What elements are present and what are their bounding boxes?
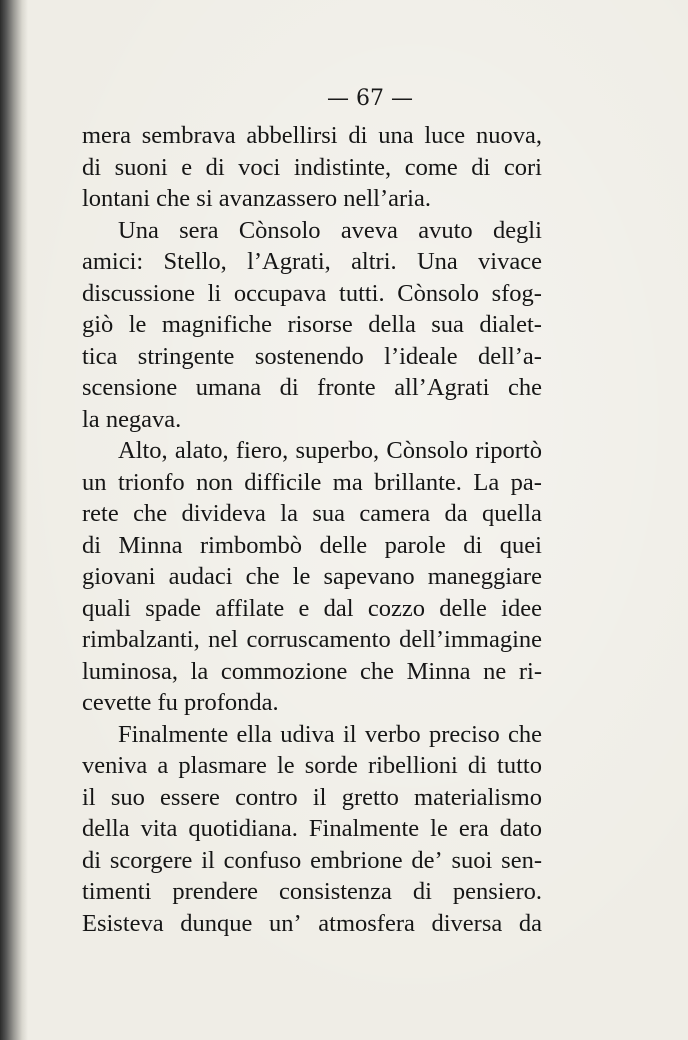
word: il: [201, 846, 215, 874]
word: il: [312, 783, 327, 811]
word: le: [430, 815, 448, 842]
word: come: [404, 153, 458, 181]
word: che: [508, 720, 542, 748]
word: suo: [110, 783, 145, 811]
body-text: [82, 120, 542, 939]
word: tutto: [497, 752, 542, 779]
word: la: [82, 405, 106, 433]
word: sorde: [304, 752, 358, 779]
word: preciso: [428, 720, 500, 748]
word: scorgere: [109, 846, 193, 874]
word: abbellirsi: [246, 122, 338, 149]
word: embrione: [310, 846, 403, 874]
word: la: [190, 657, 209, 685]
word: luce: [424, 122, 466, 149]
word: atmosfera: [318, 909, 415, 937]
word: maneggiare: [427, 563, 542, 590]
word: risorse: [287, 311, 353, 338]
word: il: [342, 720, 357, 748]
text-line: [82, 719, 542, 751]
word: li: [207, 279, 222, 307]
word: difficile: [244, 468, 322, 496]
word: della: [82, 815, 130, 842]
word: dialet-: [479, 311, 542, 338]
word: quella: [482, 500, 542, 527]
word: riportò: [475, 437, 542, 464]
text-line: [82, 278, 542, 310]
text-line: [82, 372, 542, 404]
word: un’: [269, 909, 302, 937]
word: affilate: [215, 594, 285, 622]
word: giovani: [82, 563, 156, 590]
word: delle: [439, 594, 487, 622]
word: sera: [179, 216, 219, 244]
text-line: [82, 561, 542, 593]
word: che: [507, 374, 542, 401]
word: amici:: [82, 248, 144, 275]
word: dell’a-: [478, 342, 542, 370]
word: avuto: [418, 216, 473, 244]
word: all’Agrati: [394, 374, 490, 401]
text-line: [82, 593, 542, 625]
word: Una: [416, 248, 458, 275]
word: luminosa,: [82, 657, 178, 685]
word: pa-: [510, 468, 542, 496]
text-line: [82, 215, 542, 247]
word: Una: [118, 216, 159, 244]
word: altri.: [351, 248, 397, 275]
word: ma: [332, 468, 363, 496]
word: spade: [145, 594, 202, 622]
text-line: [82, 404, 542, 436]
word: di: [471, 153, 491, 181]
word: di: [463, 531, 483, 559]
word: una: [378, 122, 414, 149]
word: brillante.: [374, 468, 462, 496]
word: cozzo: [367, 594, 425, 622]
word: dunque: [180, 909, 253, 937]
word: voci: [238, 153, 281, 181]
word: degli: [492, 216, 542, 244]
word: confuso: [223, 846, 302, 874]
word: Esisteva: [82, 909, 164, 937]
text-line: [82, 530, 542, 562]
word: quei: [499, 531, 542, 559]
text-line: [82, 750, 542, 782]
word: tica: [82, 342, 118, 370]
word: fronte: [317, 374, 376, 401]
word: rete: [82, 500, 119, 527]
word: consistenza: [279, 878, 392, 905]
word: camera: [359, 500, 431, 527]
word: di: [348, 122, 368, 149]
word: di: [82, 531, 102, 559]
word: prendere: [172, 878, 259, 905]
word: fiero,: [235, 437, 289, 464]
word: de’: [411, 846, 443, 874]
word: Cònsolo: [397, 279, 479, 307]
word: occupava: [233, 279, 327, 307]
word: ri-: [518, 657, 542, 685]
word: di: [205, 153, 225, 181]
word: ribellioni: [367, 752, 458, 779]
word: discussione: [82, 279, 195, 307]
word: Cònsolo: [238, 216, 321, 244]
word: di: [82, 153, 102, 181]
word: profonda.: [184, 689, 279, 716]
word: e: [181, 153, 193, 181]
word: commozione: [220, 657, 348, 685]
word: di: [82, 846, 102, 874]
word: nuova,: [475, 122, 542, 149]
word: suoni: [114, 153, 168, 181]
word: sua: [431, 311, 464, 338]
word: le: [276, 752, 295, 779]
word: Minna: [406, 657, 471, 685]
word: audaci: [168, 563, 233, 590]
word: quali: [82, 594, 131, 622]
word: Finalmente: [118, 720, 229, 748]
word: le: [128, 311, 147, 338]
text-line: [82, 246, 542, 278]
word: timenti: [82, 878, 152, 905]
word: che: [359, 657, 394, 685]
word: di: [467, 752, 487, 779]
word: dell’immagine: [399, 626, 542, 653]
word: pensiero.: [452, 878, 542, 905]
word: parole: [384, 531, 446, 559]
word: gretto: [341, 783, 399, 811]
word: Stello,: [163, 248, 227, 275]
word: le: [292, 563, 311, 590]
text-line: [82, 687, 542, 719]
word: Cònsolo: [386, 437, 469, 464]
word: il: [82, 783, 96, 811]
word: era: [458, 815, 489, 842]
word: veniva: [82, 752, 148, 779]
word: trionfo: [117, 468, 185, 496]
word: cori: [503, 153, 542, 181]
word: che: [245, 563, 280, 590]
word: nel: [208, 626, 239, 653]
word: materialismo: [414, 783, 542, 811]
word: rimbalzanti,: [82, 626, 200, 653]
word: quotidiana.: [188, 815, 298, 842]
word: lontani: [82, 185, 157, 212]
word: ne: [483, 657, 507, 685]
word: La: [473, 468, 500, 496]
word: di: [279, 374, 299, 401]
word: sapevano: [323, 563, 415, 590]
page-binding-edge: [0, 0, 28, 1040]
word: non: [196, 468, 233, 496]
word: magnifiche: [161, 311, 273, 338]
word: cevette: [82, 689, 158, 716]
word: verbo: [364, 720, 421, 748]
word: sfog-: [491, 279, 542, 307]
word: corruscamento: [246, 626, 391, 653]
word: fu: [157, 689, 185, 716]
word: tutti.: [339, 279, 385, 307]
text-line: [82, 309, 542, 341]
word: l’Agrati,: [247, 248, 331, 275]
word: udiva: [280, 720, 335, 748]
word: di: [412, 878, 432, 905]
text-line: [82, 120, 542, 152]
word: vita: [140, 815, 178, 842]
word: giò: [82, 311, 114, 338]
word: ella: [236, 720, 272, 748]
word: dal: [323, 594, 354, 622]
word: aveva: [340, 216, 398, 244]
word: vivace: [478, 248, 542, 275]
word: essere: [160, 783, 220, 811]
text-line: [82, 435, 542, 467]
word: indistinte,: [293, 153, 392, 181]
word: si: [196, 185, 219, 212]
word: da: [518, 909, 542, 937]
text-line: [82, 498, 542, 530]
word: a: [157, 752, 169, 779]
word: la: [280, 500, 298, 527]
word: Finalmente: [308, 815, 420, 842]
text-line: [82, 908, 542, 940]
word: da: [444, 500, 468, 527]
word: sua: [312, 500, 346, 527]
word: mera: [82, 122, 131, 149]
text-line: [82, 183, 542, 215]
text-line: [82, 467, 542, 499]
word: delle: [319, 531, 368, 559]
word: negava.: [105, 405, 182, 433]
word: divideva: [181, 500, 266, 527]
word: idee: [501, 594, 542, 622]
text-line: [82, 341, 542, 373]
text-line: [82, 656, 542, 688]
word: superbo,: [295, 437, 380, 464]
word: sostenendo: [254, 342, 364, 370]
word: alato,: [174, 437, 229, 464]
page-number: — 67 —: [327, 86, 413, 111]
text-line: [82, 624, 542, 656]
text-line: [82, 152, 542, 184]
word: della: [368, 311, 416, 338]
word: l’ideale: [384, 342, 458, 370]
text-line: [82, 813, 542, 845]
word: sembrava: [141, 122, 236, 149]
word: scensione: [82, 374, 178, 401]
word: stringente: [137, 342, 235, 370]
text-line: [82, 845, 542, 877]
word: un: [82, 468, 107, 496]
text-line: [82, 876, 542, 908]
word: nell’aria.: [343, 185, 431, 212]
text-line: [82, 782, 542, 814]
word: umana: [195, 374, 262, 401]
word: plasmare: [178, 752, 267, 779]
word: Alto,: [118, 437, 168, 464]
word: contro: [235, 783, 298, 811]
word: che: [133, 500, 168, 527]
word: diversa: [431, 909, 503, 937]
word: che: [156, 185, 197, 212]
word: dato: [499, 815, 542, 842]
word: e: [298, 594, 310, 622]
word: sen-: [501, 846, 542, 874]
word: avanzassero: [218, 185, 344, 212]
word: suoi: [451, 846, 493, 874]
word: rimbombò: [199, 531, 303, 559]
word: Minna: [118, 531, 183, 559]
